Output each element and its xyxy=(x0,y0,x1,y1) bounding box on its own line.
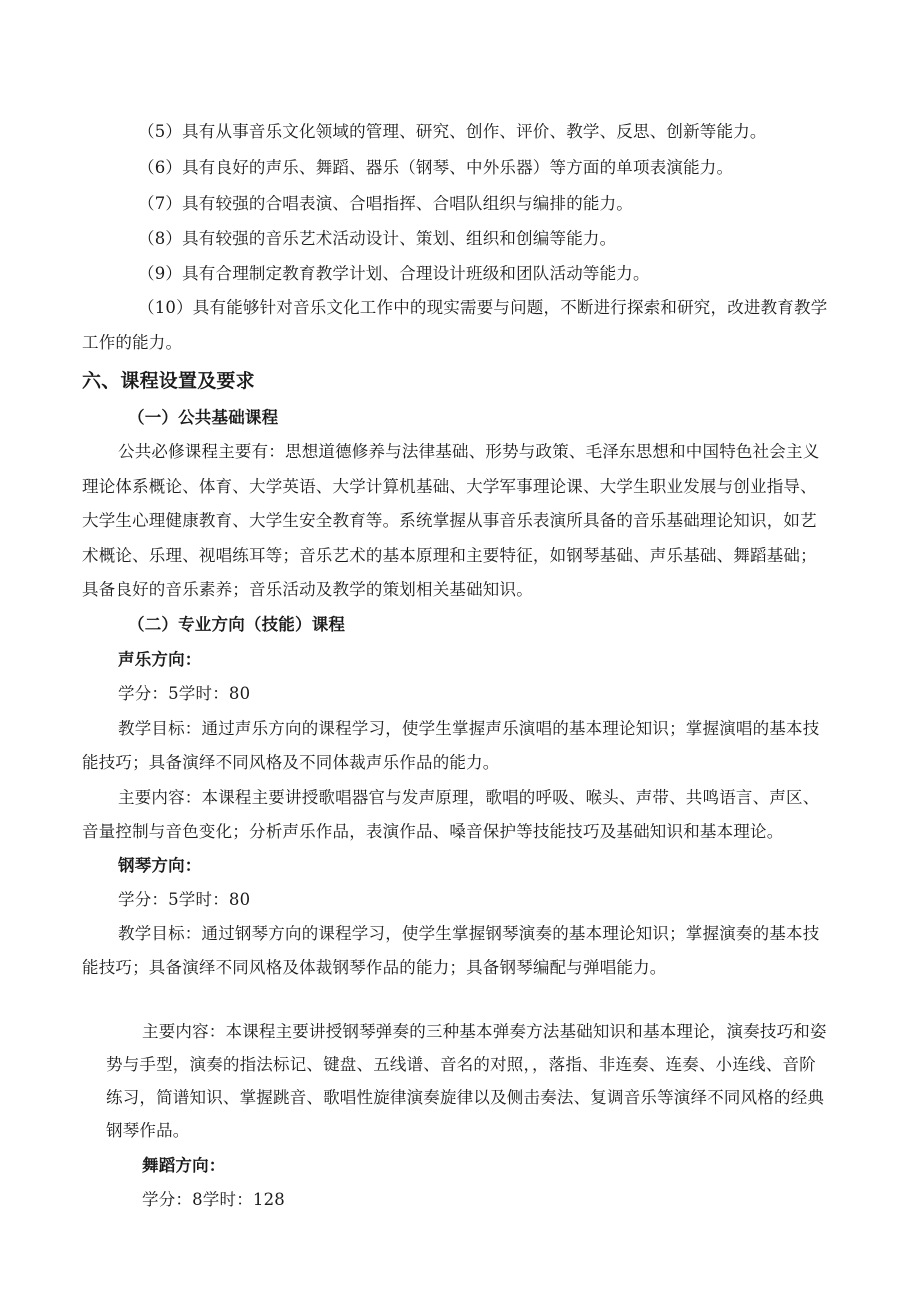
vocal-direction-title: 声乐方向： xyxy=(118,650,202,669)
public-courses-line-5: 具备良好的音乐素养；音乐活动及教学的策划相关基础知识。 xyxy=(82,580,533,599)
dance-direction-title: 舞蹈方向： xyxy=(142,1156,226,1175)
ability-item-10-line2: 工作的能力。 xyxy=(82,333,183,352)
piano-content-line-3: 练习，简谱知识、掌握跳音、歌唱性旋律演奏旋律以及侧击奏法、复调音乐等演绎不同风格的经典 xyxy=(106,1088,825,1107)
ability-item-9: （9）具有合理制定教育教学计划、合理设计班级和团队活动等能力。 xyxy=(138,264,650,283)
vocal-goal-line-2: 能技巧；具备演绎不同风格及不同体裁声乐作品的能力。 xyxy=(82,753,500,772)
ability-item-10-line1: （10）具有能够针对音乐文化工作中的现实需要与问题，不断进行探索和研究，改进教育教学 xyxy=(138,298,828,317)
piano-credits: 学分：5学时：80 xyxy=(118,890,251,909)
vocal-content-line-2: 音量控制与音色变化；分析声乐作品，表演作品、嗓音保护等技能技巧及基础知识和基本理论。 xyxy=(82,822,784,841)
public-courses-line-3: 大学生心理健康教育、大学生安全教育等。系统掌握从事音乐表演所具备的音乐基础理论知识，如艺 xyxy=(82,511,817,530)
piano-goal-line-1: 教学目标：通过钢琴方向的课程学习，使学生掌握钢琴演奏的基本理论知识；掌握演奏的基本技 xyxy=(118,924,820,943)
major-courses-heading: （二）专业方向（技能）课程 xyxy=(128,615,346,634)
public-courses-line-2: 理论体系概论、体育、大学英语、大学计算机基础、大学军事理论课、大学生职业发展与创业指导、 xyxy=(82,477,817,496)
piano-goal-line-2: 能技巧；具备演绎不同风格及体裁钢琴作品的能力；具备钢琴编配与弹唱能力。 xyxy=(82,958,667,977)
vocal-content-line-1: 主要内容：本课程主要讲授歌唱器官与发声原理，歌唱的呼吸、喉头、声带、共鸣语言、声区、 xyxy=(118,788,820,807)
vocal-goal-line-1: 教学目标：通过声乐方向的课程学习，使学生掌握声乐演唱的基本理论知识；掌握演唱的基本技 xyxy=(118,719,820,738)
public-courses-line-4: 术概论、乐理、视唱练耳等；音乐艺术的基本原理和主要特征，如钢琴基础、声乐基础、舞蹈基础； xyxy=(82,546,817,565)
dance-credits: 学分：8学时：128 xyxy=(142,1190,285,1209)
ability-item-7: （7）具有较强的合唱表演、合唱指挥、合唱队组织与编排的能力。 xyxy=(138,194,633,213)
ability-item-5: （5）具有从事音乐文化领域的管理、研究、创作、评价、教学、反思、创新等能力。 xyxy=(138,122,767,141)
public-courses-line-1: 公共必修课程主要有：思想道德修养与法律基础、形势与政策、毛泽东思想和中国特色社会主义 xyxy=(118,442,820,461)
piano-direction-title: 钢琴方向： xyxy=(118,856,202,875)
piano-content-line-4: 钢琴作品。 xyxy=(106,1121,190,1140)
vocal-credits: 学分：5学时：80 xyxy=(118,684,251,703)
ability-item-6: （6）具有良好的声乐、舞蹈、器乐（钢琴、中外乐器）等方面的单项表演能力。 xyxy=(138,158,734,177)
piano-content-line-2: 势与手型，演奏的指法标记、键盘、五线谱、音名的对照，，落指、非连奏、连奏、小连线、音阶 xyxy=(106,1055,816,1074)
ability-item-8: （8）具有较强的音乐艺术活动设计、策划、组织和创编等能力。 xyxy=(138,229,617,248)
public-courses-heading: （一）公共基础课程 xyxy=(128,408,279,427)
piano-content-line-1: 主要内容：本课程主要讲授钢琴弹奏的三种基本弹奏方法基础知识和基本理论，演奏技巧和姿 xyxy=(142,1022,827,1041)
section-title: 六、课程设置及要求 xyxy=(82,370,255,392)
